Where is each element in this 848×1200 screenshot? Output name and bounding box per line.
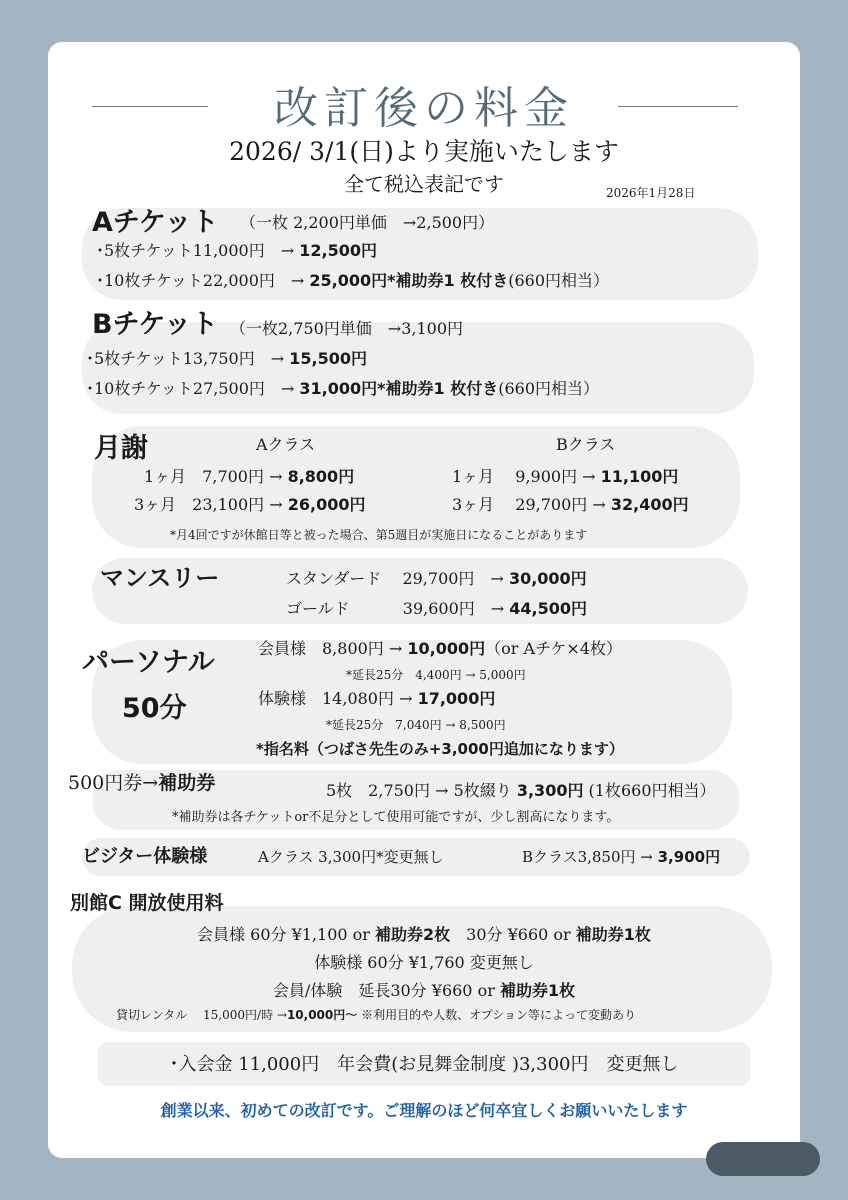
personal-member-ext: *延長25分 4,400円 → 5,000円: [346, 668, 526, 682]
personal-nomination: *指名料（つばさ先生のみ+3,000円追加になります）: [256, 740, 624, 758]
monthly-pass-heading: マンスリー: [100, 564, 220, 592]
monthly-a-1m-old: 1ヶ月 7,700円 →: [144, 467, 288, 486]
personal-trial-ext: *延長25分 7,040円 → 8,500円: [326, 718, 506, 732]
monthly-b-3m-new: 32,400円: [610, 495, 689, 514]
monthly-b-1m-new: 11,100円: [600, 467, 679, 486]
visitor-class-b-new: 3,900円: [657, 848, 721, 866]
fees-line: ･入会金 11,000円 年会費(お見舞金制度 )3,300円 変更無し: [169, 1054, 679, 1075]
a-ticket-unit-price: （一枚 2,200円単価 →2,500円）: [240, 213, 495, 232]
annex-member-60: 会員様 60分 ¥1,100 or: [197, 925, 376, 944]
personal-member-old: 会員様 8,800円 →: [258, 639, 408, 658]
voucher-detail-note: (1枚660円相当）: [583, 781, 716, 800]
visitor-class-b: [522, 846, 720, 867]
annex-rental-new: 10,000円〜: [286, 1008, 358, 1022]
voucher-detail: [326, 778, 716, 801]
annex-member-30: 30分 ¥660 or: [450, 925, 576, 944]
monthly-heading: 月謝: [94, 433, 148, 464]
annex-heading: 別館C 開放使用料: [70, 892, 224, 914]
monthly-b-3m: [452, 492, 689, 515]
monthly-a-3m-new: 26,000円: [287, 495, 366, 514]
voucher-heading-new: 補助券: [158, 772, 216, 794]
annex-member: [0, 922, 848, 945]
monthly-class-b: Bクラス: [556, 435, 616, 454]
b-ticket-unit-price: （一枚2,750円単価 →3,100円: [230, 319, 464, 338]
b-ticket-10-row: [86, 376, 599, 399]
personal-trial-old: 体験様 14,080円 →: [258, 689, 418, 708]
monthly-a-3m-old: 3ヶ月 23,100円 →: [134, 495, 288, 514]
personal-trial: [258, 686, 495, 709]
a-ticket-10-row: [96, 268, 609, 291]
b-ticket-10-note: (660円相当）: [498, 379, 600, 398]
voucher-detail-old: 5枚 2,750円 → 5枚綴り: [326, 781, 517, 800]
monthly-a-1m-new: 8,800円: [287, 467, 355, 486]
voucher-heading-old: 500円券→: [68, 772, 159, 794]
a-ticket-heading: Aチケット: [92, 207, 219, 238]
voucher-heading: [68, 768, 215, 795]
annex-trial: 体験様 60分 ¥1,760 変更無し: [314, 953, 534, 972]
issue-date: 2026年1月28日: [606, 186, 696, 200]
b-ticket-heading: Bチケット: [92, 309, 219, 340]
b-ticket-5-row: [86, 346, 367, 369]
b-ticket-10-old: ･10枚チケット27,500円 →: [86, 379, 300, 398]
monthly-pass-gold-old: ゴールド 39,600円 →: [286, 599, 510, 618]
b-ticket-10-new: 31,000円*補助券1 枚付き: [299, 379, 499, 398]
monthly-note: *月4回ですが休館日等と被った場合、第5週目が実施日になることがあります: [170, 528, 588, 542]
footer-message: 創業以来、初めての改訂です。ご理解のほど何卒宜しくお願いいたします: [160, 1101, 688, 1120]
personal-trial-new: 17,000円: [417, 689, 496, 708]
page-title: 改訂後の料金: [274, 83, 574, 134]
personal-member-new: 10,000円: [407, 639, 486, 658]
visitor-heading: ビジター体験様: [82, 846, 208, 867]
personal-duration: 50分: [122, 693, 187, 724]
a-ticket-5-old: ･5枚チケット11,000円 →: [96, 241, 300, 260]
personal-heading: パーソナル: [82, 647, 215, 678]
annex-rental-old: 貸切レンタル 15,000円/時 →: [116, 1008, 287, 1022]
visitor-class-a: Aクラス 3,300円*変更無し: [258, 848, 444, 866]
start-date: 2026/ 3/1(日)より実施いたします: [229, 137, 619, 166]
monthly-b-1m: [452, 464, 678, 487]
annex-member-30-voucher: 補助券1枚: [575, 925, 651, 944]
monthly-b-3m-old: 3ヶ月 29,700円 →: [452, 495, 611, 514]
b-ticket-5-old: ･5枚チケット13,750円 →: [86, 349, 290, 368]
monthly-a-3m: [134, 492, 366, 515]
monthly-pass-standard-new: 30,000円: [508, 569, 587, 588]
tax-note: 全て税込表記です: [344, 172, 504, 196]
annex-member-60-voucher: 補助券2枚: [375, 925, 451, 944]
a-ticket-10-new: 25,000円*補助券1 枚付き: [309, 271, 509, 290]
b-ticket-5-new: 15,500円: [289, 349, 367, 368]
monthly-b-1m-old: 1ヶ月 9,900円 →: [452, 467, 601, 486]
monthly-pass-gold: [286, 596, 587, 619]
a-ticket-10-old: ･10枚チケット22,000円 →: [96, 271, 310, 290]
voucher-detail-new: 3,300円: [516, 781, 584, 800]
annex-extension-text: 会員/体験 延長30分 ¥660 or: [272, 981, 500, 1000]
annex-rental-note: ※利用目的や人数、オプション等によって変動あり: [357, 1008, 636, 1022]
annex-extension: [0, 978, 848, 1001]
voucher-note: *補助券は各チケットor不足分として使用可能ですが、少し割高になります。: [172, 810, 620, 825]
annex-extension-voucher: 補助券1枚: [499, 981, 576, 1000]
annex-rental: [116, 1006, 636, 1023]
monthly-pass-standard: [286, 566, 587, 589]
personal-member-alt: （or Aチケ×4枚）: [485, 639, 623, 658]
corner-tab: [706, 1142, 820, 1176]
a-ticket-5-row: [96, 238, 377, 261]
monthly-pass-standard-old: スタンダード 29,700円 →: [286, 569, 509, 588]
personal-member: [258, 636, 622, 659]
visitor-class-b-old: Bクラス3,850円 →: [522, 848, 658, 866]
a-ticket-10-note: (660円相当）: [508, 271, 610, 290]
monthly-pass-gold-new: 44,500円: [509, 599, 587, 618]
a-ticket-5-new: 12,500円: [299, 241, 377, 260]
monthly-a-1m: [144, 464, 354, 487]
monthly-class-a: Aクラス: [256, 435, 316, 454]
